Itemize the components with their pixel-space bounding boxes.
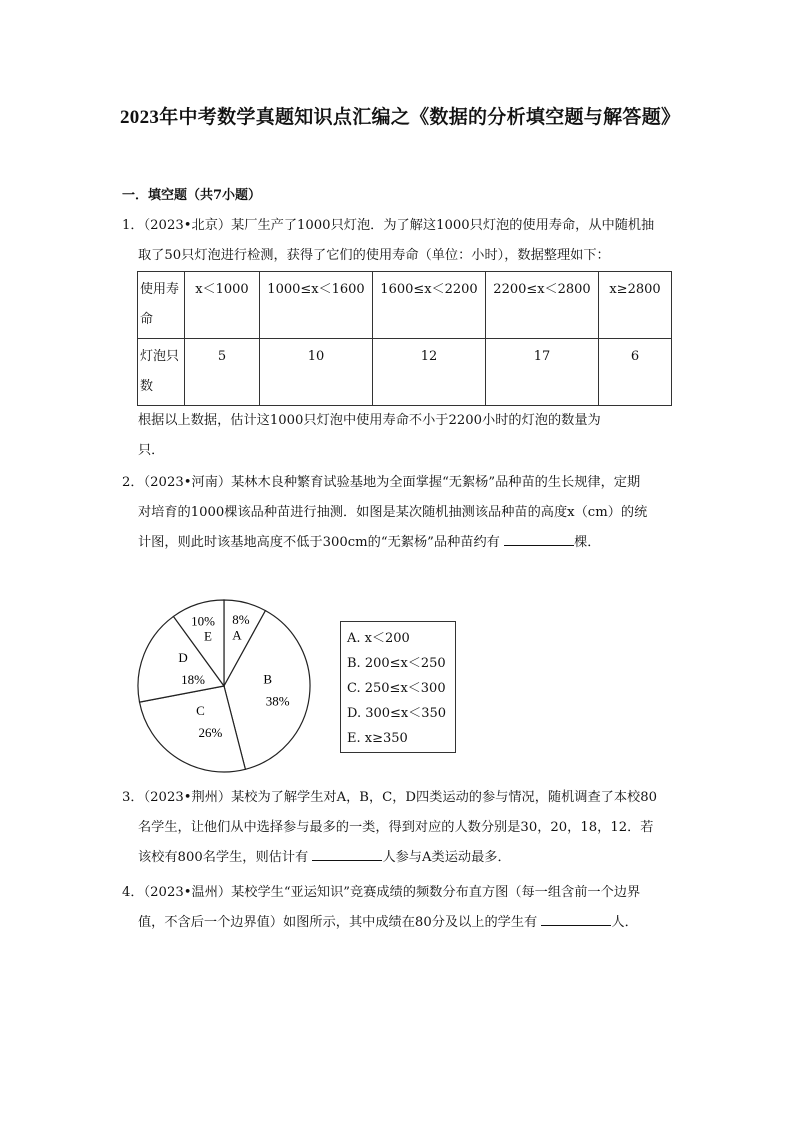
slice-label-c: C bbox=[196, 703, 205, 719]
table-cell: 12 bbox=[373, 339, 486, 406]
pie-chart bbox=[136, 598, 312, 774]
slice-percent-e: 10% bbox=[191, 613, 215, 629]
table-cell: 灯泡只数 bbox=[138, 339, 185, 406]
table-cell: 1000≤x＜1600 bbox=[260, 272, 373, 339]
question-number: 3． bbox=[122, 790, 144, 805]
question-text: 值，不含后一个边界值）如图所示，其中成绩在80分及以上的学生有 bbox=[138, 915, 538, 930]
slice-label-a: A bbox=[232, 627, 242, 643]
question-number: 4． bbox=[122, 885, 144, 900]
section-heading: 一．填空题（共7小题） bbox=[122, 188, 262, 203]
answer-blank[interactable] bbox=[504, 531, 574, 546]
slice-label-d: D bbox=[178, 649, 188, 665]
question-text: 取了50只灯泡进行检测，获得了它们的使用寿命（单位：小时），数据整理如下： bbox=[138, 248, 610, 263]
slice-label-e: E bbox=[203, 628, 212, 644]
question-text: 对培育的1000棵该品种苗进行抽测．如图是某次随机抽测该品种苗的高度x（cm）的统 bbox=[138, 505, 648, 520]
legend-item-e: E. x≥350 bbox=[347, 731, 408, 746]
question-text: 计图，则此时该基地高度不低于300cm的“无絮杨”品种苗约有 bbox=[138, 535, 500, 550]
table-cell: x≥2800 bbox=[599, 272, 672, 339]
question-text: （2023•荆州）某校为了解学生对A，B，C，D四类运动的参与情况，随机调查了本校80 bbox=[143, 790, 657, 805]
question-1-note: 根据以上数据，估计这1000只灯泡中使用寿命不小于2200小时的灯泡的数量为 只． bbox=[138, 413, 601, 458]
table-row bbox=[138, 339, 672, 406]
slice-percent-c: 26% bbox=[198, 725, 223, 741]
slice-label-b: B bbox=[263, 671, 272, 687]
question-text: 名学生，让他们从中选择参与最多的一类，得到对应的人数分别是30，20，18，12．若 bbox=[138, 820, 654, 835]
legend-item-a: A. x＜200 bbox=[347, 631, 410, 646]
legend-item-c: C. 250≤x＜300 bbox=[347, 681, 446, 696]
answer-blank[interactable] bbox=[312, 846, 382, 861]
slice-percent-a: 8% bbox=[232, 612, 250, 628]
question-text: （2023•温州）某校学生“亚运知识”竞赛成绩的频数分布直方图（每一组含前一个边界 bbox=[143, 885, 641, 900]
lifespan-table bbox=[137, 271, 672, 406]
table-cell: 5 bbox=[185, 339, 260, 406]
question-number: 2． bbox=[122, 475, 144, 490]
document-title: 2023年中考数学真题知识点汇编之《数据的分析填空题与解答题》 bbox=[120, 107, 681, 128]
slice-percent-b: 38% bbox=[265, 693, 290, 709]
question-number: 1． bbox=[122, 218, 144, 233]
slice-percent-d: 18% bbox=[181, 671, 206, 687]
table-cell: 2200≤x＜2800 bbox=[486, 272, 599, 339]
question-1 bbox=[122, 211, 694, 271]
answer-blank[interactable] bbox=[541, 911, 611, 926]
question-2: 2．（2023•河南）某林木良种繁育试验基地为全面掌握“无絮杨”品种苗的生长规律，定期 对培育的1000棵该品种苗进行抽测．如图是某次随机抽测该品种苗的高度x（cm）的统 计图，则此时该基地高度不低于300cm的“无絮杨”品种苗约有 棵． bbox=[122, 475, 648, 550]
question-text: 该校有800名学生，则估计有 bbox=[138, 850, 309, 865]
table-cell: 6 bbox=[599, 339, 672, 406]
table-row bbox=[138, 272, 672, 339]
table-cell: 10 bbox=[260, 339, 373, 406]
question-3: 3．（2023•荆州）某校为了解学生对A，B，C，D四类运动的参与情况，随机调查了本校80 名学生，让他们从中选择参与最多的一类，得到对应的人数分别是30，20，18，12．若 该校有800名学生，则估计有 人参与A类运动最多． bbox=[122, 790, 657, 865]
table-cell: x＜1000 bbox=[185, 272, 260, 339]
table-cell: 1600≤x＜2200 bbox=[373, 272, 486, 339]
table-cell: 使用寿命 bbox=[138, 272, 185, 339]
question-text: （2023•北京）某厂生产了1000只灯泡．为了解这1000只灯泡的使用寿命，从中随机抽 bbox=[143, 218, 655, 233]
pie-legend bbox=[340, 621, 456, 753]
question-text: （2023•河南）某林木良种繁育试验基地为全面掌握“无絮杨”品种苗的生长规律，定期 bbox=[143, 475, 641, 490]
legend-item-b: B. 200≤x＜250 bbox=[347, 656, 446, 671]
table-cell: 17 bbox=[486, 339, 599, 406]
question-4: 4．（2023•温州）某校学生“亚运知识”竞赛成绩的频数分布直方图（每一组含前一个边界 值，不含后一个边界值）如图所示，其中成绩在80分及以上的学生有 人． bbox=[122, 885, 641, 930]
legend-item-d: D. 300≤x＜350 bbox=[347, 706, 447, 721]
